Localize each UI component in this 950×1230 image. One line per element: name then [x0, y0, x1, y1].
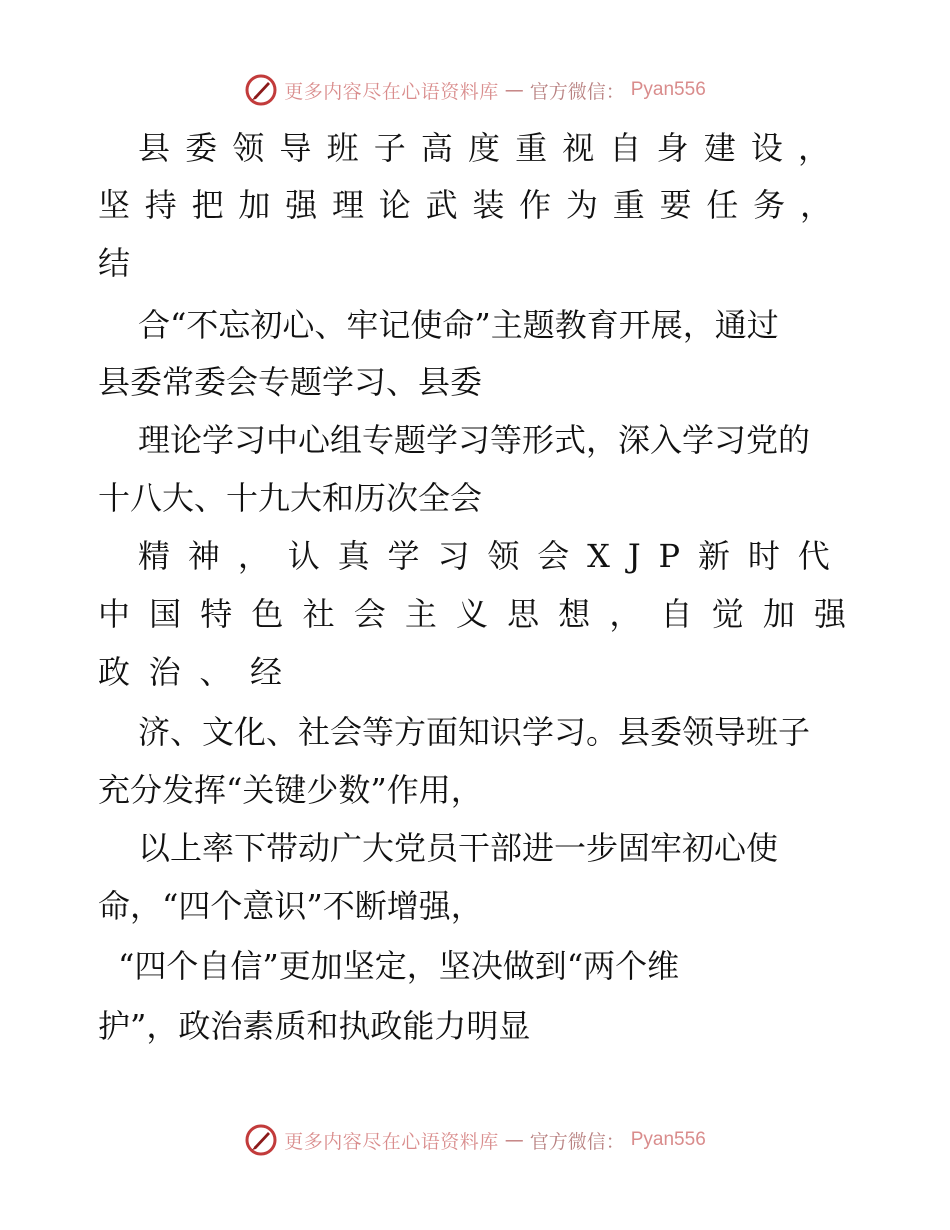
text-line-16: 护”，政治素质和执政能力明显	[98, 1007, 531, 1045]
text-line-5: 县委常委会专题学习、县委	[98, 363, 483, 401]
text-line-12: 充分发挥“关键少数”作用，	[98, 771, 483, 809]
text-line-8: 精 神 ， 认 真 学 习 领 会 X J P 新 时 代	[138, 537, 830, 575]
watermark-text: 更多内容尽在心语资料库	[284, 1130, 499, 1153]
quill-logo-icon	[244, 1123, 278, 1157]
watermark-contact-label: 官方微信：	[529, 80, 625, 103]
text-line-1: 县 委 领 导 班 子 高 度 重 视 自 身 建 设 ，	[138, 129, 830, 167]
text-line-2: 坚 持 把 加 强 理 论 武 装 作 为 重 要 任 务 ，	[98, 186, 832, 224]
text-line-9: 中 国 特 色 社 会 主 义 思 想 ， 自 觉 加 强	[98, 595, 846, 633]
text-line-15: “四个自信”更加坚定，坚决做到“两个维	[118, 947, 680, 985]
text-line-14: 命，“四个意识”不断增强，	[98, 887, 483, 925]
quill-logo-icon	[244, 73, 278, 107]
watermark-bottom	[0, 1120, 950, 1160]
text-line-13: 以上率下带动广大党员干部进一步固牢初心使	[138, 829, 779, 867]
watermark-text: 更多内容尽在心语资料库	[284, 80, 499, 103]
text-line-6: 理论学习中心组专题学习等形式，深入学习党的	[138, 421, 811, 459]
watermark-top	[0, 70, 950, 110]
text-line-10: 政 治 、 经	[98, 653, 282, 691]
watermark-wechat-id: Pyan556	[630, 1129, 706, 1150]
text-line-4: 合“不忘初心、牢记使命”主题教育开展，通过	[138, 306, 779, 344]
watermark-contact-label: 官方微信：	[529, 1130, 625, 1153]
watermark-separator: —	[504, 79, 524, 101]
text-line-11: 济、文化、社会等方面知识学习。县委领导班子	[138, 713, 811, 751]
text-line-3: 结	[98, 244, 131, 282]
watermark-wechat-id: Pyan556	[630, 79, 706, 100]
watermark-separator: —	[504, 1129, 524, 1151]
text-line-7: 十八大、十九大和历次全会	[98, 479, 483, 517]
